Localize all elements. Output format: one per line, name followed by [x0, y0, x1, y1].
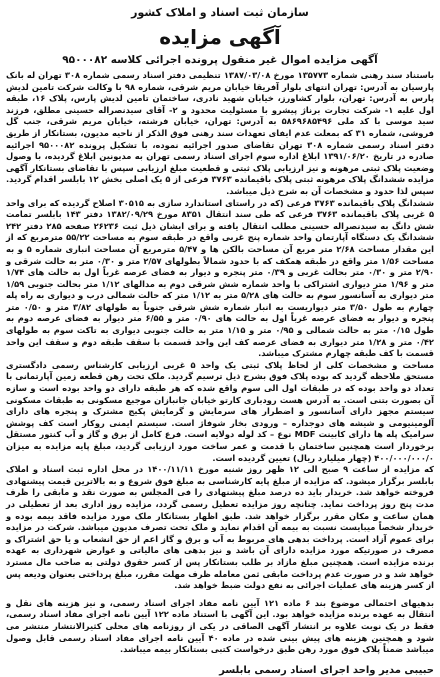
case-number-line: آگهی مزایده اموال غیر منقول پرونده اجرائی کلاسه ۹۵۰۰۰۸۲ — [62, 54, 378, 66]
notice-paragraph-1: باستناد سند رهنی شماره ۱۳۵۷۷۳ مورخ ۱۳۸۷/۰۳/۰۸ تنظیمی دفتر اسناد رسمی شماره ۳۰۸ تهران له بانک پارسیان به آدرس: تهران انتهای بلوار آفریقا خیابان مریم شرقی، شماره ۹۸ با وکالت شرکت تامین لدیش پارس به آدرس: تهران، بلوار کشاورز، خیابان شهید نادری، ساختمان تامین لدیش پارس، پلاک ۱۶، طبقه اول علیه ۱- شرکت تجارت برناژ پیشرو با مسئولیت محدود و ۲- آقای سیدنصراله حسینی مطلق، فرزند سید موسی با کد ملی ۵۸۶۹۶۸۵۴۹۶ به آدرس: تهران، خیابان فرشته، خیابان مریم شرقی، جنب گل فروشی، شماره ۳۱ که بمعلت عدم ایفای تعهدات سند رهنی فوق الذکر از ناحیه مدیون، بستانکار از طریق دفتر اسناد رسمی شماره ۳۰۸ تهران تقاضای صدور اجرائیه نموده، با تشکیل پرونده ۹۵۰۰۰۸۲ اجرائیه صادره در تاریخ ۱۳۹۱/۰۶/۲۰ ابلاغ اداره سوم اجرای اسناد رسمی تهران به مدیونین ابلاغ گردیده، با وصول وضعیت پلاک ثبتی مرهونه و نیز ارزیابی پلاک ثبتی و قطعیت مبلغ ارزیابی سپس با تقاضای بستانکار آگهی مزایده ششدانگ پلاک مرهونه ثبتی پلاک باقیمانده ۳۷۶۳ فرعی از ۵ یک اصلی بخش ۱۲ بابلسر اقدام گردید. سپس لذا حدود و مشخصات آن به شرح ذیل میباشد. — [6, 70, 435, 196]
notice-paragraph-3: مساحت و مشخصات کلی از لحاظ پلاک ثبتی یک واحد ۵ غربی ارزیابی کارشناس رسمی دادگستری مستحق ملاحظه گردید که بوده پلاک فوق بشرح ذیل ترسیم گردید. ملک تحت رهن قطعه زمین آپارتمانی با تعداد دو واحد بوده که در طبقات اول الی سوم واقع شده که هر طبقه دارای دو واحد بوده است و سازه آن بصورت بتنی است. به آدرس هست رودباری کارتو خیابان جانبازان موجبع مسکونی به طبقات مسکونی سیستم مجهز دارای آسانسور و اضطرار های سرمایش و گرمایش پکیج مشترک و پنجره های دارای آلومینیومی و شیشه های دوجداره – ورودی بخار شوفاژ است. سیستم ایمنی روکار است کف پوشش سرامیک پله ها دارای کابینت MDF نوع – کد لوله دولایه است. فرع کامل از برق و گاز و آب کنتور مستقل برخوردار است همچنین ساختمان با قدمت و عمر ساخت مورد ارزیابی گردید، مبلغ پایه مزایده به میزان ۴۰۰/۰۰۰/۰۰۰/۰ (چهار میلیارد ریال) تعیین گردیده است. — [6, 359, 435, 463]
organization-name: سازمان ثبت اسناد و املاک کشور — [131, 6, 309, 19]
notice-paragraph-2: ششدانگ پلاک باقیمانده ۳۷۶۳ فرعی (که در راستای استاندارد سازی به ۳۰۵۱۵ اصلاح گردیده که برای واحد ۵ غربی پلاک باقیمانده ۳۷۶۳ فرعی که طی سند انتقال ۸۳۵۱ مورخ ۱۳۸۲/۰۹/۲۹ دفتر ۱۴۳ بابلسر تمامت شش دانگ به سیدنصراله حسینی مطلب انتقال یافته و برای ایشان ذیل ثبت ۲۶۲۳۶ صفحه ۲۸۵ دفتر ۲۴۲ ششدانگ یک دستگاه آپارتمان واحد شماره پنج غربی واقع در طبقه سوم به مساحت ۵۵/۲۲ مترمربع که از این مقدار مساحت ۲/۶۸ متر مربع آن مساحت بالکن ها و ۵/۴۷ مترمربع آن مساحت انباری شماره ۵ و به مساحت ۱/۵۶ متر واقع در طبقه همکف که با حدود شمالاً بطولهای ۲/۵۷ متر و ۰/۳۰ متر به حالت شرقی و ۲/۹۰ متر و ۰/۳۰ متر بحالت غربی و ۰/۳۹ متر پنجره و دیوار به فضای عرصه غرباً اول به حالت های ۱/۷۴ متر و ۱/۹۶ متر دیواری اشتراکی با واحد شماره شش شرقی دوم به مدالهای ۱/۱۲ متر بحالت جنوبی ۱/۵۹ متر دیواری به آسانسور سوم به حالت های ۵/۲۸ متر به ۱/۱۲ متر که حالت شمالی درب و دیواری به راه پله چهارم به طول ۳/۵۰ متر دیواریست به انبار شماره شش شرقی جنوباً به طولهای ۳/۸۲ متر و ۰/۵۰ متر پنجره و دیوار به فضای عرصه غرباً اول به حالت های ۰/۹۰ متر و ۶/۵۵ متر دیوار به فضای عرصه دوم به طول ۰/۱۵ متر به حالت شمالی و ۰/۹۵ متر و ۱/۱۵ متر به حالت جنوبی دیواری به تاکت سوم به طولهای ۰/۴۲ متر و ۱/۲۸ متر دیواری به فضای عرصه کف این واحد قسمت با سقف طبقه دوم و سقف این واحد قسمت با کف طبقه چهارم مشترک میباشد. — [6, 197, 435, 359]
notice-paragraph-4: که مزایده از ساعت ۹ صبح الی ۱۲ ظهر روز شنبه مورخ ۱۴۰۰/۱۱/۱۱ در محل اداره ثبت اسناد و املاک بابلسر برگزار میشود. که مزایده از مبلغ پایه کارشناسی به مبلغ فوق شروع و به بالاترین قیمت پیشنهادی فروخته خواهد شد. خریدار باید ده درصد مبلغ پیشنهادی را فی المجلس به صورت نقد و مابقی را ظرف مدت پنج روز پرداخت نماید. چنانچه روز مزایده تعطیل رسمی گردد، مزایده روز اداری بعد از تعطیلی در همان ساعت و مکان مقرر برگزار خواهد شد. طبق اظهار بستانکار ملک مورد مزایده فاقد بیمه بوده و خریدار شخصاً میبایست نسبت به بیمه آن اقدام نماید و ملک تحت تصرف مدیون میباشد. شرکت در مزایده برای عموم آزاد است. پرداخت بدهی های مربوط به آب و برق و گاز اعم از حق انشعاب و یا حق اشتراک و مصرف در صورتیکه مورد مزایده دارای آن باشد و نیز بدهی های مالیاتی و عوارض شهرداری به عهده برنده مزایده است. همچنین مبلغ مازاد بر طلب بستانکار پس از کسر حقوق دولتی به صاحب مال مسترد خواهد شد و در صورت عدم پرداخت مابقی ثمن معامله ظرف مهلت مقرر، مبلغ پرداختی بعنوان ودیعه پس از کسر هزینه های عملیات اجرائی به نفع دولت ضبط خواهد شد. — [6, 464, 434, 591]
notice-paragraph-5: بدهیهای احتمالی موضوع بند ۶ ماده ۱۲۱ آیین نامه مفاد اجرای اسناد رسمی، و نیز هزینه های نقل و انتقال به عهده برنده مزایده خواهد بود. این آگهی با استناد ماده ۱۲۲ آیین نامه اجرای مفاد اسناد رسمی، فقط در یک نوبت علاوه بر انتشار آگهی الصاقی در یکی از روزنامه های محلی کثیرالانتشار منتشر می شود و همچنین هزینه های پیش بینی شده در ماده ۴۰ آیین نامه اجرای مفاد اسناد رسمی قابل وصول میباشد ضمناً پلاک فوق مورد رهن طبق درخواست کتبی بستانکار بیمه میباشد. — [6, 597, 435, 655]
notice-title: آگهی مزایده — [159, 25, 281, 49]
signature-line: حبیبی مدیر واحد اجرای اسناد رسمی بابلسر — [219, 664, 434, 676]
